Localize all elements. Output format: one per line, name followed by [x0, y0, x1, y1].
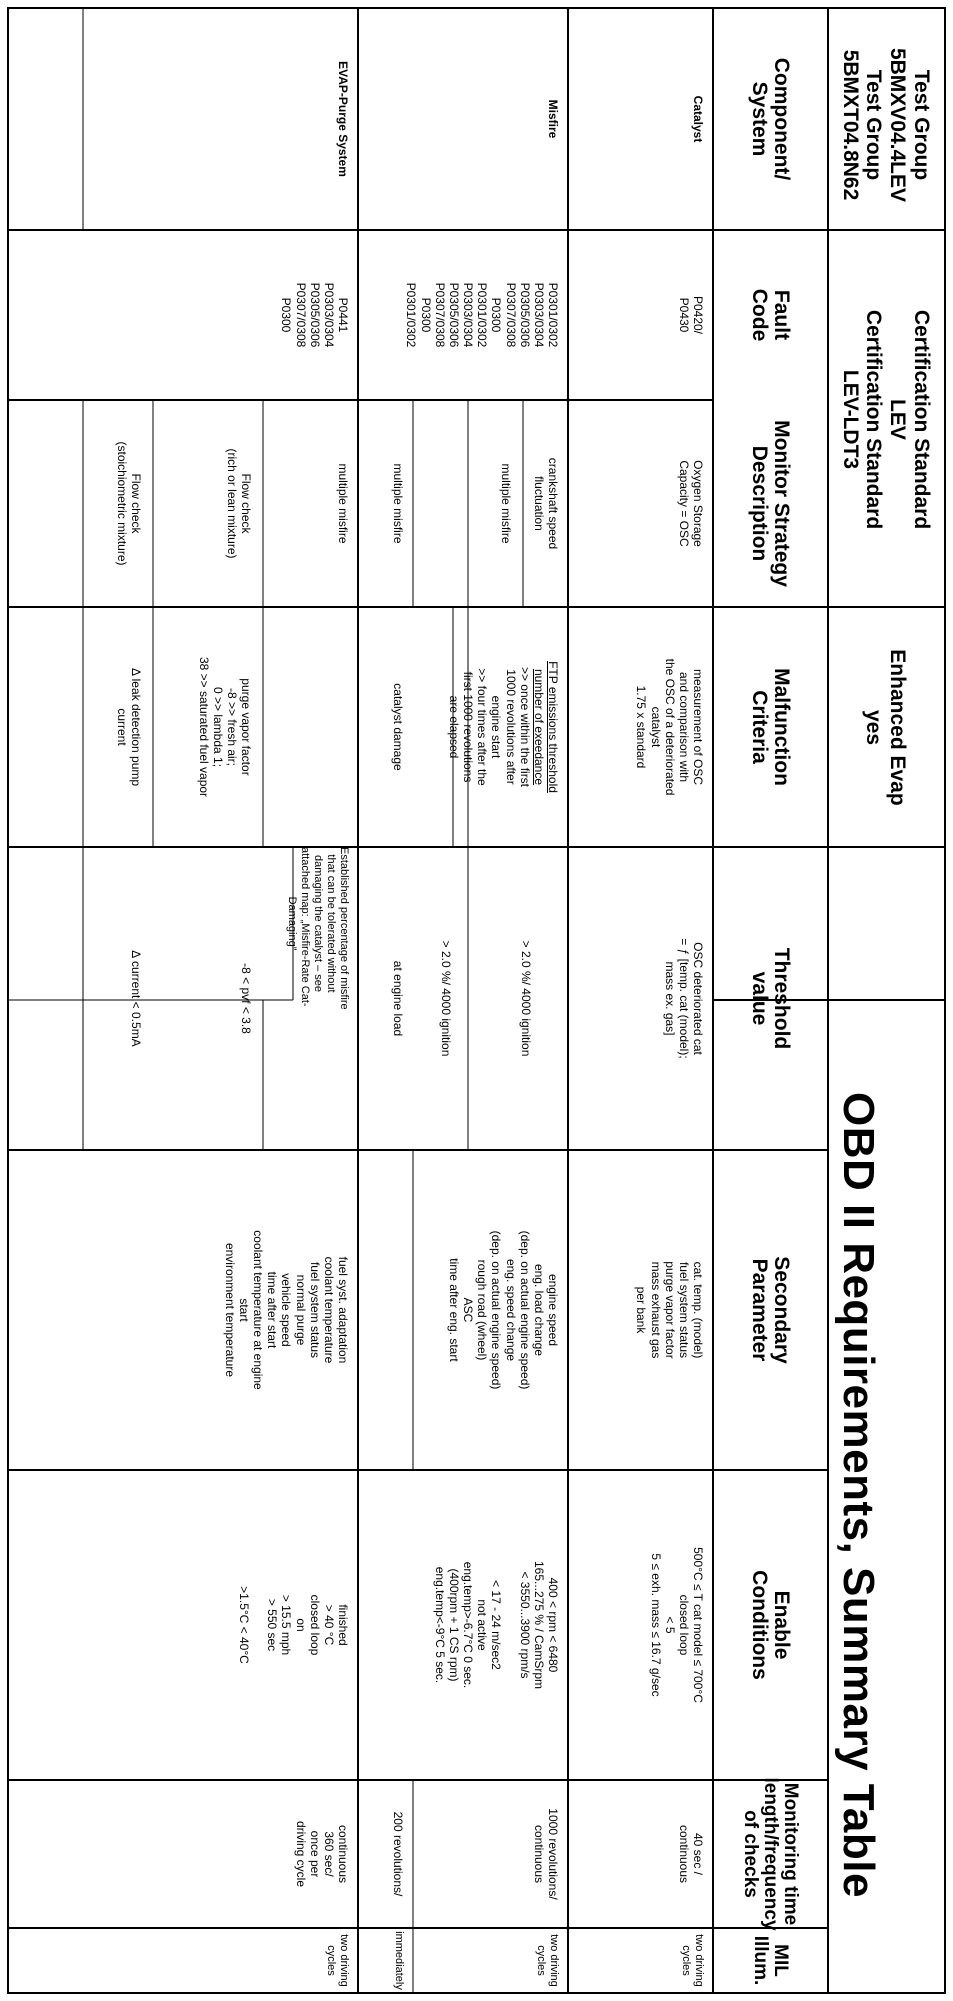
evap-sec-5: vehicle speed — [279, 1273, 294, 1347]
misfire-fault-b2: P0303/0304 — [461, 282, 476, 348]
col-component-l2: System — [748, 81, 771, 157]
misfire-malf-b1: >> four times after the — [475, 668, 490, 786]
misfire-mil-b: immediately — [393, 1931, 405, 1990]
misfire-malf-a3: >> once within the first — [517, 666, 532, 788]
misfire-sec-3: (dep. on actual engine speed) — [517, 1230, 532, 1390]
catalyst-monitor-1: Oxygen Storage — [691, 460, 705, 547]
col-malf-l1: Malfunction — [770, 668, 794, 786]
col-monitor-l1: Monitor Strategy — [770, 420, 794, 587]
catalyst-sec-4: mass exhaust gas — [648, 1261, 663, 1359]
cert-label-1: Certification Standard — [909, 309, 933, 530]
misfire-mil-a2: cycles — [535, 1945, 548, 1976]
evap-monitor-b2: (rich or lean mixture) — [224, 448, 239, 559]
evap-mt-1: continuous — [336, 1824, 350, 1884]
evap-en-1: finished — [336, 1604, 350, 1646]
misfire-component: Misfire — [546, 99, 560, 139]
evap-monitor-c2: (stoichiometric mixture) — [114, 441, 129, 566]
evap-pct-4: attached map: „Misfire-Rate Cat- — [299, 847, 312, 1007]
misfire-fault-a2: P0303/0304 — [531, 282, 546, 348]
misfire-sec-5: (dep. on actual engine speed) — [489, 1230, 504, 1390]
col-en-l1: Enable — [770, 1590, 794, 1660]
misfire-en-8: (400rpm + 1 CS rpm) — [446, 1568, 461, 1682]
catalyst-mil — [679, 1928, 705, 1993]
evap-sec-8: start — [236, 1298, 251, 1322]
col-secondary — [715, 1150, 825, 1470]
misfire-fault-a5: P0300 — [489, 297, 504, 333]
col-thr-l1: Threshold — [770, 947, 794, 1050]
catalyst-en-1: 500°C ≤ T cat model ≤ 700°C — [691, 1547, 705, 1703]
catalyst-component: Catalyst — [691, 95, 705, 143]
misfire-fault-b5: P0300 — [418, 297, 433, 333]
misfire-sec-2: eng. load change — [531, 1263, 546, 1357]
evap-fault-b: P0441 — [336, 297, 350, 333]
col-monitoring-time — [715, 1777, 825, 1931]
misfire-sec-8: time after eng. start — [446, 1258, 461, 1362]
col-monitor — [715, 400, 825, 607]
col-component-l1: Component/ — [770, 57, 794, 181]
certification-header — [828, 232, 943, 607]
misfire-fault-a3: P0305/0306 — [517, 282, 532, 348]
misfire-threshold-b: > 2.0 %/ 4000 ignition — [439, 940, 453, 1057]
evap-monitor-c — [115, 400, 143, 607]
evap-label: Enhanced Evap — [886, 649, 910, 806]
evap-monitor-a: multiple misfire — [336, 463, 350, 544]
evap-mt-3: once per — [307, 1830, 322, 1878]
col-sec-l1: Secondary — [770, 1256, 794, 1364]
evap-monitor-b1: Flow check — [239, 473, 253, 534]
misfire-sec-6: rough road (wheel) — [475, 1259, 490, 1361]
evap-monitor-c1: Flow check — [129, 473, 143, 534]
catalyst-mil-1: two driving — [693, 1934, 705, 1987]
misfire-fault-a4: P0307/0308 — [503, 282, 518, 348]
misfire-secondary — [447, 1150, 560, 1470]
col-mil-l1: MIL — [769, 1944, 791, 1977]
col-malfunction — [715, 607, 825, 847]
catalyst-sec-1: cat. temp. (model) — [691, 1261, 705, 1359]
col-component — [715, 8, 825, 230]
evap-fault-a2: P0305/0306 — [307, 282, 322, 348]
evap-malf-a2: -8 >> fresh air; — [224, 687, 239, 767]
evap-malfunction-a — [196, 607, 253, 847]
evap-component: EVAP-Purge System — [336, 61, 350, 177]
misfire-mt-a2: continuous — [531, 1824, 546, 1884]
catalyst-sec-5: per bank — [634, 1286, 649, 1334]
evap-en-6: > 550 sec — [265, 1598, 280, 1652]
evap-misfire-percentage — [285, 847, 350, 1010]
evap-value: yes — [862, 709, 886, 746]
evap-malfunction-b — [115, 607, 143, 847]
col-mt-l3: of checks — [740, 1810, 762, 1898]
evap-en-4: on — [293, 1618, 308, 1632]
misfire-malf-a1: FTP emissions threshold — [546, 661, 560, 793]
misfire-fault-b3: P0305/0306 — [446, 282, 461, 348]
cert-value-1: LEV — [886, 399, 910, 440]
misfire-monitoring-time-b: 200 revolutions/ — [391, 1811, 405, 1897]
evap-threshold-a: -8 < pvf < 3.8 — [239, 963, 253, 1034]
evap-sec-6: time after start — [265, 1271, 280, 1349]
misfire-monitor-c: multiple misfire — [391, 463, 405, 544]
misfire-mt-a1: 1000 revolutions/ — [546, 1808, 560, 1900]
misfire-enable — [433, 1470, 560, 1780]
col-monitor-l2: Description — [748, 445, 771, 562]
col-malf-l2: Criteria — [748, 690, 771, 764]
evap-mil-1: two driving — [338, 1934, 350, 1987]
evap-fault-a1: P0303/0304 — [321, 282, 336, 348]
evap-mil — [324, 1928, 350, 1993]
test-group-value-2: 5BMXT04.8N62 — [838, 49, 862, 201]
misfire-en-2: 165...275 % / CamSrpm — [531, 1560, 546, 1690]
evap-monitoring-time — [293, 1780, 350, 1928]
misfire-en-6: not active — [475, 1599, 490, 1651]
catalyst-thr-1: OSC deteriorated cat — [691, 942, 705, 1055]
evap-pct-3: damaging the catalyst – see — [312, 855, 325, 992]
misfire-monitor-a1: crankshaft speed — [546, 457, 560, 550]
evap-pct-5: Damaging” — [286, 896, 299, 951]
misfire-fault-c1: P0301/0302 — [404, 282, 419, 348]
col-mil-l2: Illum. — [750, 1935, 771, 1986]
cert-value-2: LEV-LDT3 — [838, 369, 862, 470]
catalyst-mil-2: cycles — [680, 1945, 693, 1976]
misfire-malf-a5: engine start — [489, 695, 504, 759]
catalyst-monitoring-time — [677, 1780, 705, 1928]
evap-monitor-b — [225, 400, 253, 607]
misfire-sec-1: engine speed — [546, 1273, 560, 1347]
col-thr-l2: value — [748, 971, 771, 1026]
misfire-fault-a1: P0301/0302 — [546, 282, 560, 348]
col-mil — [715, 1928, 825, 1993]
catalyst-monitor — [677, 400, 705, 607]
misfire-malf-a4: 1000 revolutions after — [503, 669, 518, 785]
catalyst-thr-2: = ƒ [temp. cat (model); — [676, 938, 691, 1059]
misfire-mil-a — [534, 1928, 560, 1993]
catalyst-en-4: 5 ≤ exh. mass ≤ 16.7 g/sec — [648, 1553, 663, 1697]
evap-enable — [237, 1470, 350, 1780]
misfire-monitoring-time-a — [532, 1780, 560, 1928]
misfire-sec-7: ASC — [461, 1297, 476, 1323]
evap-sec-1: fuel syst. adaptation — [336, 1256, 350, 1364]
evap-en-8: >1.5°C < 40°C — [236, 1586, 251, 1664]
catalyst-mt-2: continuous — [676, 1824, 691, 1884]
misfire-en-5: < 17 - 24 m/sec2 — [489, 1580, 504, 1670]
col-enable — [715, 1470, 825, 1780]
col-threshold — [715, 847, 825, 1150]
evap-sec-2: coolant temperature — [321, 1256, 336, 1364]
misfire-monitor-a2: fluctuation — [531, 476, 546, 531]
catalyst-fault-1: P0420/ — [691, 295, 705, 335]
evap-sec-3: fuel system status — [307, 1261, 322, 1359]
col-fault-code — [715, 230, 825, 400]
evap-sec-4: normal purge — [293, 1274, 308, 1346]
misfire-sec-4: eng. speed change — [503, 1258, 518, 1362]
misfire-fault-b1: P0301/0302 — [475, 282, 490, 348]
catalyst-malf-3: the OSC of a deteriorated — [662, 658, 677, 796]
catalyst-malf-1: measurement of OSC — [691, 668, 705, 786]
evap-fault-codes — [279, 230, 350, 400]
evap-pct-2: that can be tolerated without — [325, 854, 338, 993]
catalyst-sec-3: purge vapor factor — [662, 1261, 677, 1359]
catalyst-threshold — [663, 847, 705, 1150]
col-fault-l1: Fault — [770, 289, 794, 341]
catalyst-monitor-2: Capacity = OSC — [676, 460, 691, 547]
evap-secondary — [223, 1150, 350, 1470]
catalyst-malf-2: and comparison with — [676, 671, 691, 783]
catalyst-en-2: closed loop — [676, 1594, 691, 1656]
misfire-en-3: < 3550...3900 rpm/s — [517, 1571, 532, 1679]
misfire-monitor-b: multiple misfire — [499, 463, 513, 544]
page-title: OBD II Requirements, Summary Table — [834, 1092, 883, 1898]
test-group-header — [828, 20, 943, 230]
misfire-en-7: eng.temp>-6.7°C 0 sec. — [461, 1561, 476, 1689]
evap-en-3: closed loop — [307, 1594, 322, 1656]
misfire-en-1: 400 < rpm < 6480 — [546, 1577, 560, 1673]
evap-sec-7: coolant temperature at engine — [251, 1230, 266, 1390]
evap-threshold-b: Δ current < 0.5mA — [129, 950, 143, 1047]
catalyst-fault-codes — [677, 230, 705, 400]
enhanced-evap-header — [828, 610, 943, 845]
evap-malf-a1: purge vapor factor — [239, 678, 253, 776]
evap-fault-a4: P0300 — [279, 297, 294, 333]
evap-malf-b1: Δ leak detection pump — [129, 667, 143, 787]
misfire-fault-codes-a — [404, 230, 560, 400]
evap-en-7 — [251, 1470, 265, 1780]
misfire-malf-a2: number of exeedance — [531, 668, 546, 786]
col-fault-l2: Code — [748, 288, 771, 342]
col-mt-l1: Monitoring time — [779, 1782, 801, 1926]
evap-en-2: > 40 °C — [321, 1604, 336, 1646]
misfire-threshold-c: at engine load — [391, 960, 405, 1037]
col-mt-l2: length/frequency — [759, 1777, 781, 1931]
test-group-label-1: Test Group — [909, 69, 933, 181]
evap-en-5: > 15.5 mph — [279, 1594, 294, 1656]
catalyst-mt-1: 40 sec / — [691, 1832, 705, 1876]
col-en-l2: Conditions — [748, 1570, 771, 1680]
misfire-monitor-a — [532, 400, 560, 607]
evap-sec-9: environment temperature — [222, 1242, 237, 1378]
misfire-en-4 — [503, 1470, 517, 1780]
misfire-malfunction-a — [447, 607, 560, 847]
catalyst-sec-2: fuel system status — [676, 1261, 691, 1359]
catalyst-secondary — [634, 1150, 705, 1470]
evap-mt-2: 360 sec/ — [321, 1831, 336, 1877]
evap-malf-a4: 38 >> saturated fuel vapor — [196, 656, 211, 798]
test-group-label-2: Test Group — [862, 69, 886, 181]
misfire-malf-b2: first 1000 revolutions — [461, 671, 476, 783]
evap-malf-b2: current — [114, 708, 129, 746]
misfire-malfunction-c: catalyst damage — [391, 683, 405, 771]
cert-label-2: Certification Standard — [862, 309, 886, 530]
misfire-threshold-a: > 2.0 %/ 4000 ignition — [519, 940, 533, 1057]
misfire-mil-a1: two driving — [548, 1934, 560, 1987]
col-sec-l2: Parameter — [748, 1258, 771, 1362]
evap-pct-1: Established percentage of misfire — [338, 847, 350, 1010]
catalyst-fault-2: P0430 — [676, 297, 691, 333]
misfire-malf-b3: are elapsed — [446, 695, 461, 759]
catalyst-malf-5: 1.75 x standard — [634, 685, 649, 769]
catalyst-thr-3: mass ex. gas] — [662, 961, 677, 1036]
catalyst-malf-4: catalyst — [648, 706, 663, 748]
evap-mil-2: cycles — [325, 1945, 338, 1976]
misfire-fault-b4: P0307/0308 — [432, 282, 447, 348]
misfire-en-9: eng.temp<-9°C 5 sec. — [432, 1566, 447, 1684]
catalyst-en-3: < 5 — [662, 1616, 677, 1634]
evap-malf-a3: 0 >> lambda 1; — [210, 686, 225, 768]
evap-fault-a3: P0307/0308 — [293, 282, 308, 348]
evap-mt-4: driving cycle — [293, 1820, 308, 1888]
test-group-value-1: 5BMXV04.4LEV — [886, 47, 910, 203]
catalyst-enable — [648, 1470, 705, 1780]
catalyst-malfunction — [634, 607, 705, 847]
